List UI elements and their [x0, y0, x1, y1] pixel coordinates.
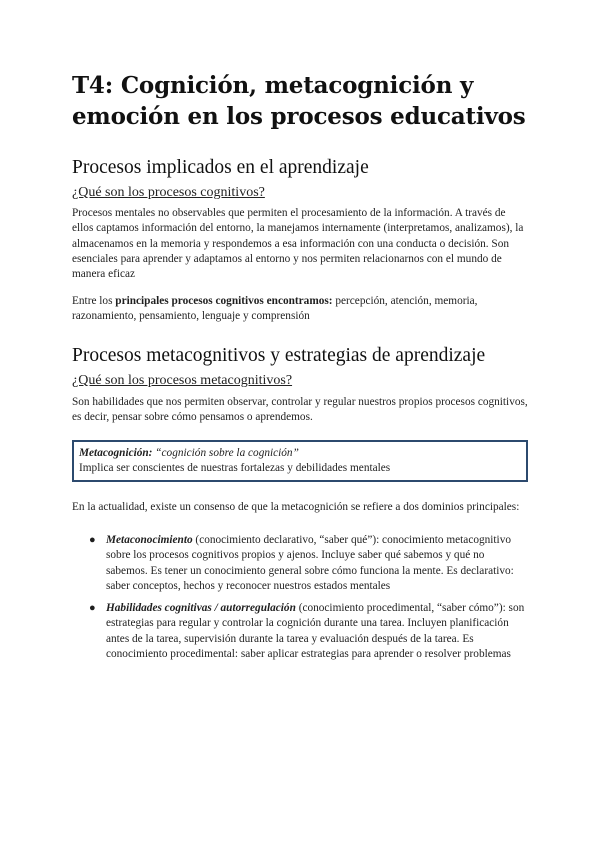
subheading-cognitive-processes: ¿Qué son los procesos cognitivos? [72, 185, 265, 200]
main-processes-bold: principales procesos cognitivos encontramos: [115, 295, 333, 307]
bullet-icon: ● [89, 534, 96, 546]
list-item-self-regulation [72, 601, 528, 662]
bullet-text: (conocimiento procedimental, “saber cómo”): son estrategias para regular y controlar la cognición durante una tarea. Incluyen planificación antes de la tarea, supervisión durante la tarea y evaluación después de la tarea. Es conocimiento procedimental: saber aplicar estrategias para aprender o resolver problemas [106, 602, 525, 661]
bullet-term: Habilidades cognitivas / autorregulación [106, 602, 296, 615]
document-title: T4: Cognición, metacognición y emoción en los procesos educativos [72, 72, 526, 130]
subheading-metacognitive-processes: ¿Qué son los procesos metacognitivos? [72, 373, 293, 388]
list-item-metaknowledge [72, 533, 528, 594]
main-processes-list: percepción, atención, memoria, razonamiento, pensamiento, lenguaje y comprensión [72, 295, 478, 323]
bullet-term: Metaconocimiento [106, 534, 193, 546]
definition-line-2: Implica ser conscientes de nuestras fortalezas y debilidades mentales [79, 462, 391, 475]
main-processes-prefix: Entre los [72, 295, 116, 307]
paragraph-two-domains: En la actualidad, existe un consenso de que la metacognición se refiere a dos dominios principales: [72, 501, 520, 513]
paragraph-cognitive-definition: Procesos mentales no observables que permiten el procesamiento de la información. A través de ellos captamos información del entorno, la manejamos internamente (interpretamos, analizamos), la almacenamos en la memoria y respondemos a esa información con una conducta o decisión. Son esenciales para aprender y adaptamos al entorno y nos permiten relacionarnos con el mundo de manera eficaz [72, 207, 524, 281]
paragraph-main-processes [72, 294, 528, 325]
definition-box [72, 440, 528, 482]
definition-quote: “cognición sobre la cognición” [152, 447, 299, 459]
section-heading-metacognitive-processes: Procesos metacognitivos y estrategias de aprendizaje [72, 345, 486, 366]
domains-list [72, 533, 528, 662]
definition-term: Metacognición: [79, 447, 153, 459]
paragraph-metacognitive-definition: Son habilidades que nos permiten observar, controlar y regular nuestros propios procesos cognitivos, es decir, pensar sobre cómo pensamos o aprendemos. [72, 396, 528, 424]
section-heading-learning-processes: Procesos implicados en el aprendizaje [72, 157, 369, 178]
definition-line-1 [79, 446, 521, 461]
bullet-icon: ● [89, 602, 96, 615]
bullet-text: (conocimiento declarativo, “saber qué”): conocimiento metacognitivo sobre los procesos cognitivos propios y ajenos. Incluye saber qué sabemos y qué no sabemos. Es tener un conocimiento general sobre cómo funciona la mente. Es declarativo: saber conceptos, hechos y reconocer nuestros estados mentales [106, 534, 514, 592]
